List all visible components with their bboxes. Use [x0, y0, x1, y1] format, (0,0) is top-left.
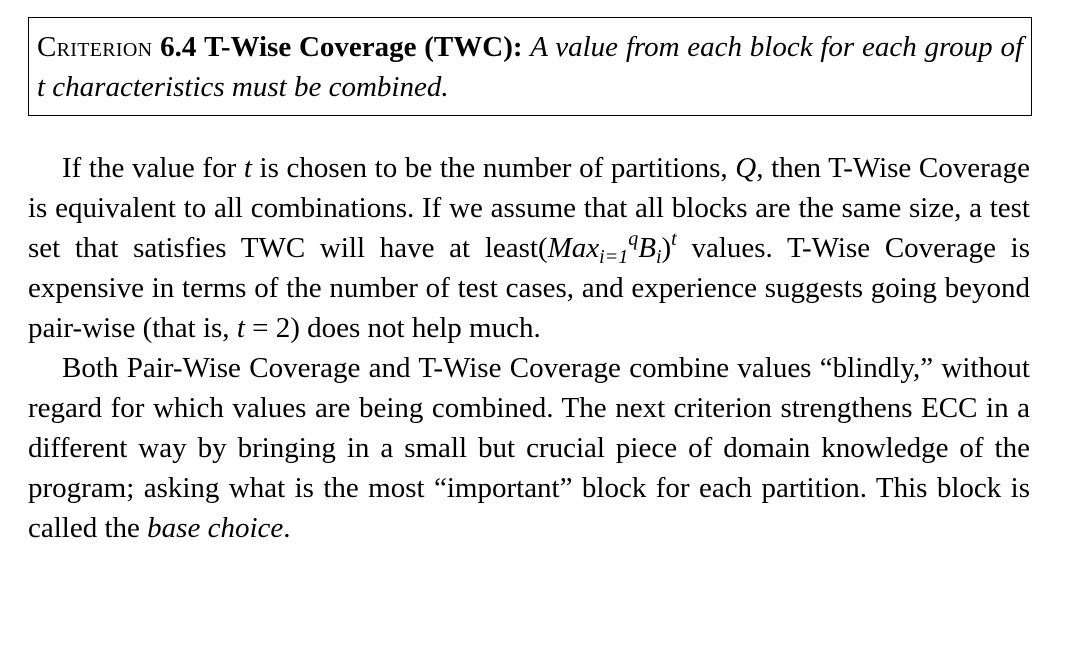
var-t: t	[243, 152, 252, 184]
criterion-label: Criterion	[37, 31, 153, 63]
formula-sub-i: i	[655, 246, 662, 268]
p1-text-c: , then T-Wise Coverage is equivalent to all combinations. If we assume that all blocks are the same size, a test set that satisfies TWC will have at least(	[28, 152, 1031, 264]
var-t-2: t	[236, 312, 245, 344]
p2-text-a: Both Pair-Wise Coverage and T-Wise Coverage combine values “blindly,” without regard for which values are being combined. The next criterion strengthens ECC in a different way by bringing in a small but crucial piece of domain knowledge of the program; asking what is the most “important” block for each partition. This block is called the	[28, 352, 1030, 544]
criterion-number: 6.4	[160, 31, 197, 63]
term-base-choice: base choice	[147, 512, 284, 544]
criterion-box	[28, 17, 1032, 116]
p1-text-e: = 2) does not help much.	[244, 312, 541, 344]
p1-text-d: values. T-Wise Coverage is expensive in terms of the number of test cases, and experience suggests going beyond pair-wise (that is,	[28, 232, 1030, 344]
var-q: Q	[735, 152, 757, 184]
formula-sup-q: q	[628, 228, 639, 250]
formula-max: Max	[547, 232, 600, 264]
formula-sub-index: i=1	[599, 246, 629, 268]
p1-text-b: is chosen to be the number of partitions,	[251, 152, 736, 184]
paragraph-1	[28, 148, 1030, 348]
paragraph-2	[28, 348, 1030, 548]
formula-sup-t: t	[671, 228, 677, 250]
criterion-title: T-Wise Coverage (TWC):	[204, 31, 523, 63]
body-text	[28, 148, 1030, 548]
p2-text-b: .	[283, 512, 291, 544]
formula-b: B	[638, 232, 656, 264]
p1-text-a: If the value for	[62, 152, 244, 184]
formula-paren: )	[661, 232, 672, 264]
criterion-definition: A value from each block for each group of t characteristics must be combined.	[37, 31, 1023, 103]
